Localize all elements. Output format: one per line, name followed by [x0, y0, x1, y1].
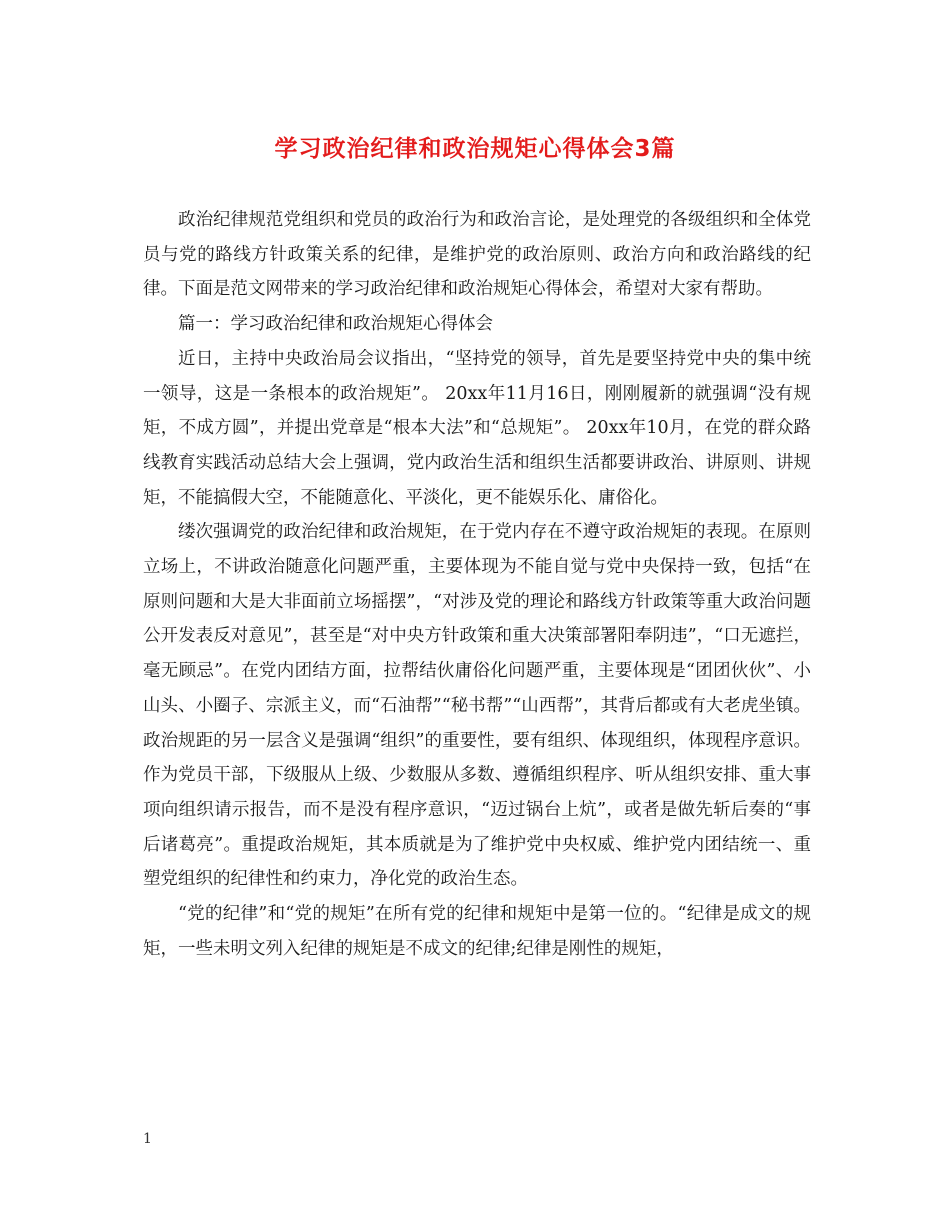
page-number: 1 — [143, 1131, 152, 1147]
paragraph-intro: 政治纪律规范党组织和党员的政治行为和政治言论，是处理党的各级组织和全体党员与党的路线方针政策关系的纪律，是维护党的政治原则、政治方向和政治路线的纪律。下面是范文网带来的学习政治纪律和政治规矩心得体会，希望对大家有帮助。 — [143, 210, 811, 300]
section-heading: 篇一：学习政治纪律和政治规矩心得体会 — [178, 314, 493, 335]
document-body — [143, 203, 811, 966]
paragraph: “党的纪律”和“党的规矩”在所有党的纪律和规矩中是第一位的。“纪律是成文的规矩，一些未明文列入纪律的规矩是不成文的纪律;纪律是刚性的规矩， — [143, 904, 811, 959]
paragraph: 近日，主持中央政治局会议指出，“坚持党的领导，首先是要坚持党中央的集中统一领导，这是一条根本的政治规矩”。 20xx年11月16日，刚刚履新的就强调“没有规矩，不成方圆”，并提出党章是“根本大法”和“总规矩”。 20xx年10月，在党的群众路线教育实践活动总结大会上强调，党内政治生活和组织生活都要讲政治、讲原则、讲规矩，不能搞假大空，不能随意化、平淡化，更不能娱乐化、庸俗化。 — [143, 348, 811, 508]
document-title: 学习政治纪律和政治规矩心得体会3篇 — [274, 136, 676, 162]
paragraph: 缕次强调党的政治纪律和政治规矩，在于党内存在不遵守政治规矩的表现。在原则立场上，不讲政治随意化问题严重，主要体现为不能自觉与党中央保持一致，包括“在原则问题和大是大非面前立场摇摆”，“对涉及党的理论和路线方针政策等重大政治问题公开发表反对意见”，甚至是“对中央方针政策和重大决策部署阳奉阴违”，“口无遮拦，毫无顾忌”。在党内团结方面，拉帮结伙庸俗化问题严重，主要体现是“团团伙伙”、小山头、小圈子、宗派主义，而“石油帮”“秘书帮”“山西帮”，其背后都或有大老虎坐镇。政治规距的另一层含义是强调“组织”的重要性，要有组织、体现组织，体现程序意识。作为党员干部，下级服从上级、少数服从多数、遵循组织程序、听从组织安排、重大事项向组织请示报告，而不是没有程序意识，“迈过锅台上炕”，或者是做先斩后奏的“事后诸葛亮”。重提政治规矩，其本质就是为了维护党中央权威、维护党内团结统一、重塑党组织的纪律性和约束力，净化党的政治生态。 — [143, 522, 811, 890]
